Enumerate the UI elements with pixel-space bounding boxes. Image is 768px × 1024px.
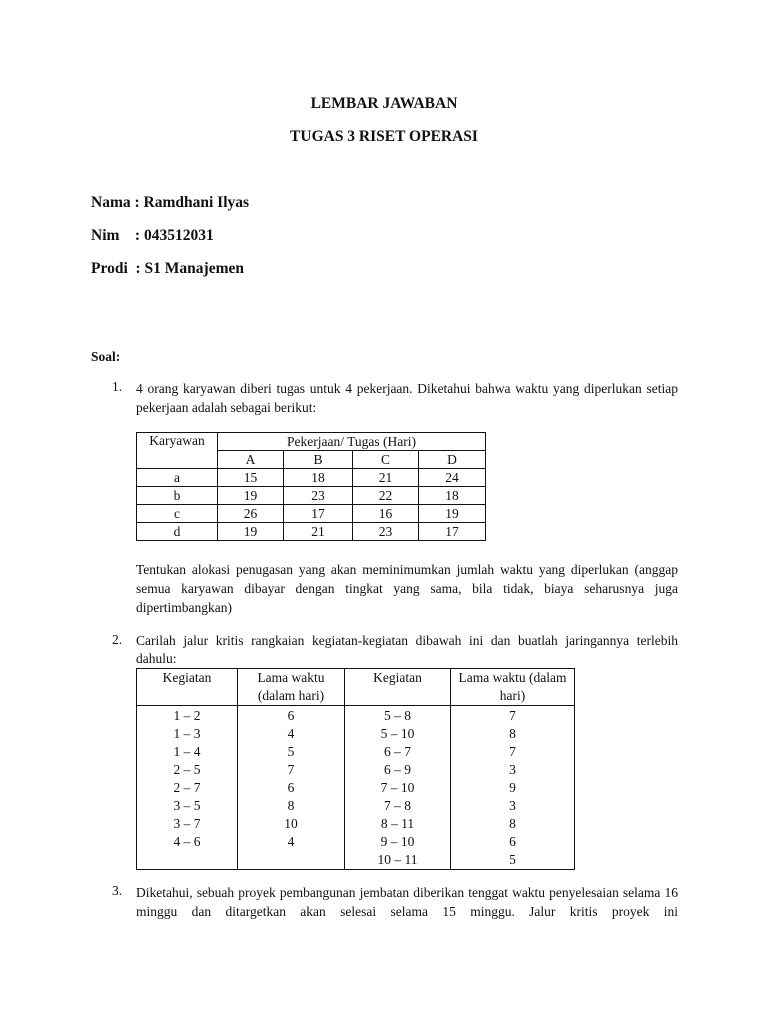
table-cell: 23 (284, 487, 353, 505)
student-nim: Nim : 043512031 (91, 227, 214, 244)
table-cell: 7 (509, 708, 516, 723)
table-cell: 9 – 10 (380, 834, 415, 849)
row-label: d (137, 523, 218, 541)
table-cell: 21 (353, 469, 419, 487)
assignment-table (136, 432, 486, 541)
table-cell: 19 (419, 505, 486, 523)
table-cell: 4 (287, 726, 295, 741)
table-row (137, 487, 486, 505)
table-cell: 2 – 5 (173, 762, 201, 777)
q2-number: 2. (112, 632, 123, 647)
table-cell: 6 (287, 708, 295, 723)
table-cell: 4 – 6 (173, 834, 201, 849)
row-label: c (137, 505, 218, 523)
table-row (137, 523, 486, 541)
column-header: A (218, 451, 284, 469)
table-cell: 10 – 11 (377, 852, 418, 867)
durasi-column-1 (238, 706, 345, 870)
student-prodi: Prodi : S1 Manajemen (91, 260, 244, 277)
table-cell: 7 – 10 (380, 780, 415, 795)
q1-text-body: 4 orang karyawan diberi tugas untuk 4 pekerjaan. Diketahui bahwa waktu yang diperlukan setiap pekerjaan adalah sebagai berikut: (136, 381, 678, 415)
student-name: Nama : Ramdhani Ilyas (91, 194, 250, 211)
table-cell: 21 (284, 523, 353, 541)
q2-text (136, 632, 678, 668)
durasi-column-2 (451, 706, 575, 870)
table-header-pekerjaan: Pekerjaan/ Tugas (Hari) (218, 433, 486, 451)
table-cell: 1 – 4 (173, 744, 201, 759)
table-cell: 6 – 7 (384, 744, 411, 759)
q1-followup-body: Tentukan alokasi penugasan yang akan meminimumkan jumlah waktu yang diperlukan (anggap semua karyawan dibayar dengan tingkat yang sama, bila tidak, biaya seharusnya juga dipertimbangkan) (136, 562, 678, 615)
column-header: C (353, 451, 419, 469)
table-cell: 6 (509, 834, 516, 849)
table-cell: 17 (284, 505, 353, 523)
table-cell: 1 – 3 (173, 726, 201, 741)
table-cell: 5 (509, 852, 516, 867)
table-header-lama-waktu: Lama waktu (dalam hari) (238, 669, 345, 706)
table-header-lama-waktu: Lama waktu (dalam hari) (451, 669, 575, 706)
table-cell: 3 (509, 762, 516, 777)
table-cell: 3 – 7 (173, 816, 201, 831)
table-cell: 15 (218, 469, 284, 487)
table-cell: 19 (218, 523, 284, 541)
table-cell: 6 – 9 (384, 762, 411, 777)
table-header-kegiatan: Kegiatan (137, 669, 238, 706)
kegiatan-column-1 (137, 706, 238, 870)
table-body (137, 706, 575, 870)
table-cell: 1 – 2 (173, 708, 201, 723)
q1-number: 1. (112, 379, 123, 394)
column-header: B (284, 451, 353, 469)
q1-text (136, 379, 678, 417)
column-header: D (419, 451, 486, 469)
table-cell: 9 (509, 780, 516, 795)
table-cell (137, 851, 237, 869)
table-cell: 3 (509, 798, 516, 813)
table-cell: 5 – 8 (384, 708, 411, 723)
table-cell: 24 (419, 469, 486, 487)
q1-followup (136, 560, 678, 617)
row-label: b (137, 487, 218, 505)
table-cell: 18 (419, 487, 486, 505)
table-cell: 3 – 5 (173, 798, 201, 813)
table-cell: 7 (287, 762, 295, 777)
table-cell (238, 851, 344, 869)
table-cell: 8 (287, 798, 295, 813)
table-cell: 18 (284, 469, 353, 487)
table-cell: 8 (509, 726, 516, 741)
table-cell: 17 (419, 523, 486, 541)
table-cell: 19 (218, 487, 284, 505)
kegiatan-column-2 (345, 706, 451, 870)
table-cell: 8 – 11 (380, 816, 415, 831)
table-cell: 10 (284, 816, 298, 831)
soal-label: Soal: (91, 349, 121, 364)
row-label: a (137, 469, 218, 487)
document-title: LEMBAR JAWABAN (310, 95, 458, 112)
table-cell: 2 – 7 (173, 780, 201, 795)
table-cell: 23 (353, 523, 419, 541)
table-cell: 7 – 8 (384, 798, 411, 813)
table-cell: 5 – 10 (380, 726, 415, 741)
table-row (137, 505, 486, 523)
table-header-kegiatan: Kegiatan (345, 669, 451, 706)
table-cell: 16 (353, 505, 419, 523)
table-cell: 22 (353, 487, 419, 505)
table-cell: 8 (509, 816, 516, 831)
q2-text-body: Carilah jalur kritis rangkaian kegiatan-kegiatan dibawah ini dan buatlah jaringannya terlebih dahulu: (136, 633, 678, 666)
q3-text (136, 883, 678, 921)
q3-number: 3. (112, 883, 123, 898)
table-cell: 5 (287, 744, 295, 759)
activity-table (136, 668, 575, 870)
table-cell: 4 (287, 834, 295, 849)
table-row (137, 469, 486, 487)
q3-text-body: Diketahui, sebuah proyek pembangunan jembatan diberikan tenggat waktu penyelesaian selama 16 minggu dan ditargetkan akan selesai selama 15 minggu. Jalur kritis proyek ini (136, 885, 678, 919)
table-cell: 6 (287, 780, 295, 795)
table-header-karyawan: Karyawan (137, 433, 218, 469)
table-cell: 26 (218, 505, 284, 523)
document-subtitle: TUGAS 3 RISET OPERASI (290, 128, 478, 145)
table-cell: 7 (509, 744, 516, 759)
